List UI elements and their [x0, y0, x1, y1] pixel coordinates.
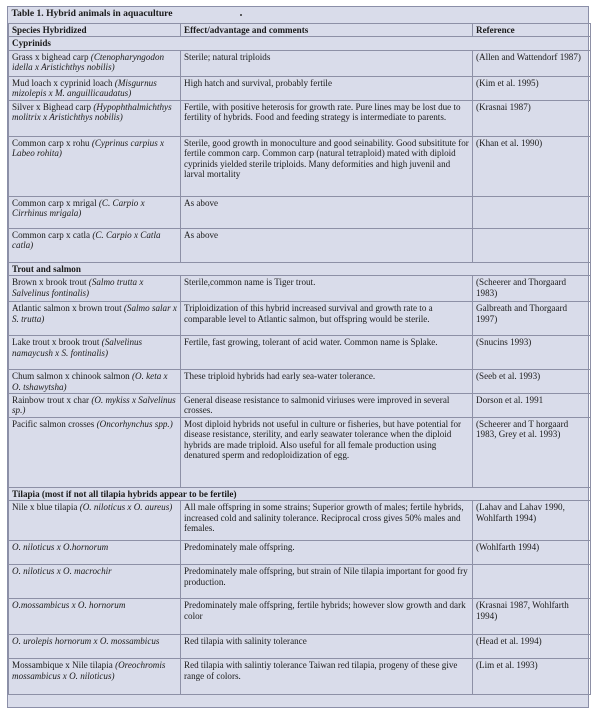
effect-cell: Predominately male offspring.	[181, 541, 473, 565]
species-cell	[9, 302, 181, 336]
reference-cell: (Wohlfarth 1994)	[473, 541, 591, 565]
table-row	[9, 370, 591, 394]
species-cell	[9, 565, 181, 599]
reference-cell: (Allen and Wattendorf 1987)	[473, 50, 591, 76]
species-common-name: Common carp x mrigal	[12, 197, 97, 208]
species-common-name: Rainbow trout x char	[12, 395, 90, 406]
reference-cell: (Krasnai 1987)	[473, 100, 591, 136]
effect-cell: Predominately male offspring, fertile hybrids; however slow growth and dark color	[181, 599, 473, 635]
species-latin-name: (Hypophthalmichthys molitrix x Aristichthys nobilis)	[12, 101, 172, 123]
reference-cell	[473, 565, 591, 599]
species-cell	[9, 635, 181, 659]
species-cell	[9, 196, 181, 228]
reference-cell: (Head et al. 1994)	[473, 635, 591, 659]
table-row	[9, 336, 591, 370]
effect-cell: Sterile; natural triploids	[181, 50, 473, 76]
table-row	[9, 276, 591, 302]
species-common-name: Mossambique x Nile tilapia	[12, 660, 113, 671]
species-cell	[9, 599, 181, 635]
table-title: Table 1. Hybrid animals in aquaculture	[11, 8, 173, 19]
species-common-name: Silver x Bighead carp	[12, 101, 92, 112]
table-row	[9, 417, 591, 487]
species-latin-name: (Salmo salar x S. trutta)	[12, 303, 177, 324]
effect-cell: Sterile, good growth in monoculture and good seinability. Good subsititute for fertile common carp. Common carp (natural tetraploid) mated with diploid cyprinids yielded sterile triploids. Many deformities and high juvenil and larval mortality	[181, 136, 473, 196]
species-cell	[9, 394, 181, 418]
species-latin-name: O.mossambicus x O. hornorum	[12, 600, 126, 611]
species-latin-name: (Oreochromis mossambicus x O. niloticus)	[12, 660, 166, 681]
effect-cell: Fertile, with positive heterosis for growth rate. Pure lines may be lost due to fertility of hybrids. Food and feeding strategy is intermediate to parents.	[181, 100, 473, 136]
species-cell	[9, 76, 181, 100]
section-title: Cyprinids	[9, 37, 591, 50]
table-row	[9, 50, 591, 76]
species-latin-name: O. niloticus x O. macrochir	[12, 566, 112, 577]
reference-cell: (Lahav and Lahav 1990, Wohlfarth 1994)	[473, 501, 591, 541]
species-latin-name: (C. Carpio x Cirrhinus mrigala)	[12, 197, 145, 219]
table-row	[9, 76, 591, 100]
effect-cell: Predominately male offspring, but strain of Nile tilapia important for good fry production.	[181, 565, 473, 599]
section-header	[9, 37, 591, 50]
effect-cell: High hatch and survival, probably fertile	[181, 76, 473, 100]
species-common-name: Atlantic salmon x brown trout	[12, 303, 122, 314]
reference-cell	[473, 228, 591, 262]
species-cell	[9, 541, 181, 565]
table-body	[9, 37, 591, 695]
effect-cell: All male offspring in some strains; Superior growth of males; fertile hybrids, increased cold and salinity tolerance. Reciprocal cross gives 50% males and females.	[181, 501, 473, 541]
species-cell	[9, 501, 181, 541]
species-cell	[9, 100, 181, 136]
section-header	[9, 262, 591, 275]
species-cell	[9, 659, 181, 695]
table-row	[9, 302, 591, 336]
reference-cell	[473, 196, 591, 228]
col-header-species: Species Hybridized	[9, 24, 181, 37]
reference-cell: Dorson et al. 1991	[473, 394, 591, 418]
species-common-name: Common carp x catla	[12, 229, 91, 240]
hybrid-table	[8, 7, 591, 695]
species-latin-name: (Salvelinus namaycush x S. fontinalis)	[12, 337, 143, 358]
species-latin-name: O. niloticus x O.hornorum	[12, 542, 109, 553]
species-cell	[9, 50, 181, 76]
effect-cell: Sterile,common name is Tiger trout.	[181, 276, 473, 302]
col-header-reference: Reference	[473, 24, 591, 37]
table-row	[9, 136, 591, 196]
species-common-name: Pacific salmon crosses	[12, 418, 95, 429]
table-row	[9, 394, 591, 418]
effect-cell: Red tilapia with salintiy tolerance Taiwan red tilapia, progeny of these give range of colors.	[181, 659, 473, 695]
table-row	[9, 565, 591, 599]
species-latin-name: (Misgurnus mizolepis x M. anguillicaudatus)	[12, 77, 157, 99]
table-row	[9, 659, 591, 695]
species-latin-name: (Oncorhynchus spp.)	[96, 418, 173, 429]
reference-cell: (Krasnai 1987, Wohlfarth 1994)	[473, 599, 591, 635]
table-row	[9, 228, 591, 262]
species-common-name: Brown x brook trout	[12, 277, 87, 288]
table-row	[9, 100, 591, 136]
species-common-name: Common carp x rohu	[12, 137, 90, 148]
reference-cell: (Snucins 1993)	[473, 336, 591, 370]
table-row	[9, 501, 591, 541]
effect-cell: Red tilapia with salinity tolerance	[181, 635, 473, 659]
species-latin-name: (O. keta x O. tshawytsha)	[12, 371, 168, 392]
col-header-effect: Effect/advantage and comments	[181, 24, 473, 37]
species-common-name: Mud loach x cyprinid loach	[12, 77, 113, 88]
reference-cell: (Lim et al. 1993)	[473, 659, 591, 695]
species-cell	[9, 336, 181, 370]
effect-cell: As above	[181, 228, 473, 262]
effect-cell: Fertile, fast growing, tolerant of acid water. Common name is Splake.	[181, 336, 473, 370]
species-latin-name: O. urolepis hornorum x O. mossambicus	[12, 636, 160, 647]
species-latin-name: (Cyprinus carpius x Labeo rohita)	[12, 137, 165, 159]
reference-cell: (Kim et al. 1995)	[473, 76, 591, 100]
table-row	[9, 196, 591, 228]
species-latin-name: (Salmo trutta x Salvelinus fontinalis)	[12, 277, 144, 298]
table-row	[9, 599, 591, 635]
species-cell	[9, 228, 181, 262]
section-title: Tilapia (most if not all tilapia hybrids appear to be fertile)	[9, 487, 591, 500]
effect-cell: General disease resistance to salmonid viriuses were improved in several crosses.	[181, 394, 473, 418]
species-latin-name: (Ctenopharyngodon idella x Aristichthys nobilis)	[12, 51, 165, 73]
species-cell	[9, 417, 181, 487]
effect-cell: Most diploid hybrids not useful in culture or fisheries, but have potential for disease resistance, sterility, and early seawater tolerance when the diploid hybrids are made triploid. Also useful for all female production using denatured sperm and redoploidization of egg.	[181, 417, 473, 487]
species-common-name: Nile x blue tilapia	[12, 502, 78, 513]
species-common-name: Chum salmon x chinook salmon	[12, 371, 130, 382]
reference-cell: (Seeb et al. 1993)	[473, 370, 591, 394]
species-cell	[9, 276, 181, 302]
effect-cell: Triploidization of this hybrid increased survival and growth rate to a comparable level to Atlantic salmon, but offspring would be sterile.	[181, 302, 473, 336]
table-row	[9, 541, 591, 565]
effect-cell: These triploid hybrids had early sea-water tolerance.	[181, 370, 473, 394]
species-cell	[9, 370, 181, 394]
species-cell	[9, 136, 181, 196]
reference-cell: (Scheerer and Thorgaard 1983)	[473, 276, 591, 302]
species-latin-name: (O. mykiss x Salvelinus sp.)	[12, 395, 176, 416]
document-page	[7, 6, 589, 708]
effect-cell: As above	[181, 196, 473, 228]
speck-mark	[240, 14, 242, 16]
reference-cell: Galbreath and Thorgaard 1997)	[473, 302, 591, 336]
section-title: Trout and salmon	[9, 262, 591, 275]
species-latin-name: (C. Carpio x Catla catla)	[12, 229, 161, 251]
section-header	[9, 487, 591, 500]
reference-cell: (Scheerer and T horgaard 1983, Grey et al. 1993)	[473, 417, 591, 487]
table-row	[9, 635, 591, 659]
reference-cell: (Khan et al. 1990)	[473, 136, 591, 196]
species-common-name: Lake trout x brook trout	[12, 337, 100, 348]
species-common-name: Grass x bighead carp	[12, 51, 89, 62]
species-latin-name: (O. niloticus x O. aureus)	[79, 502, 173, 513]
